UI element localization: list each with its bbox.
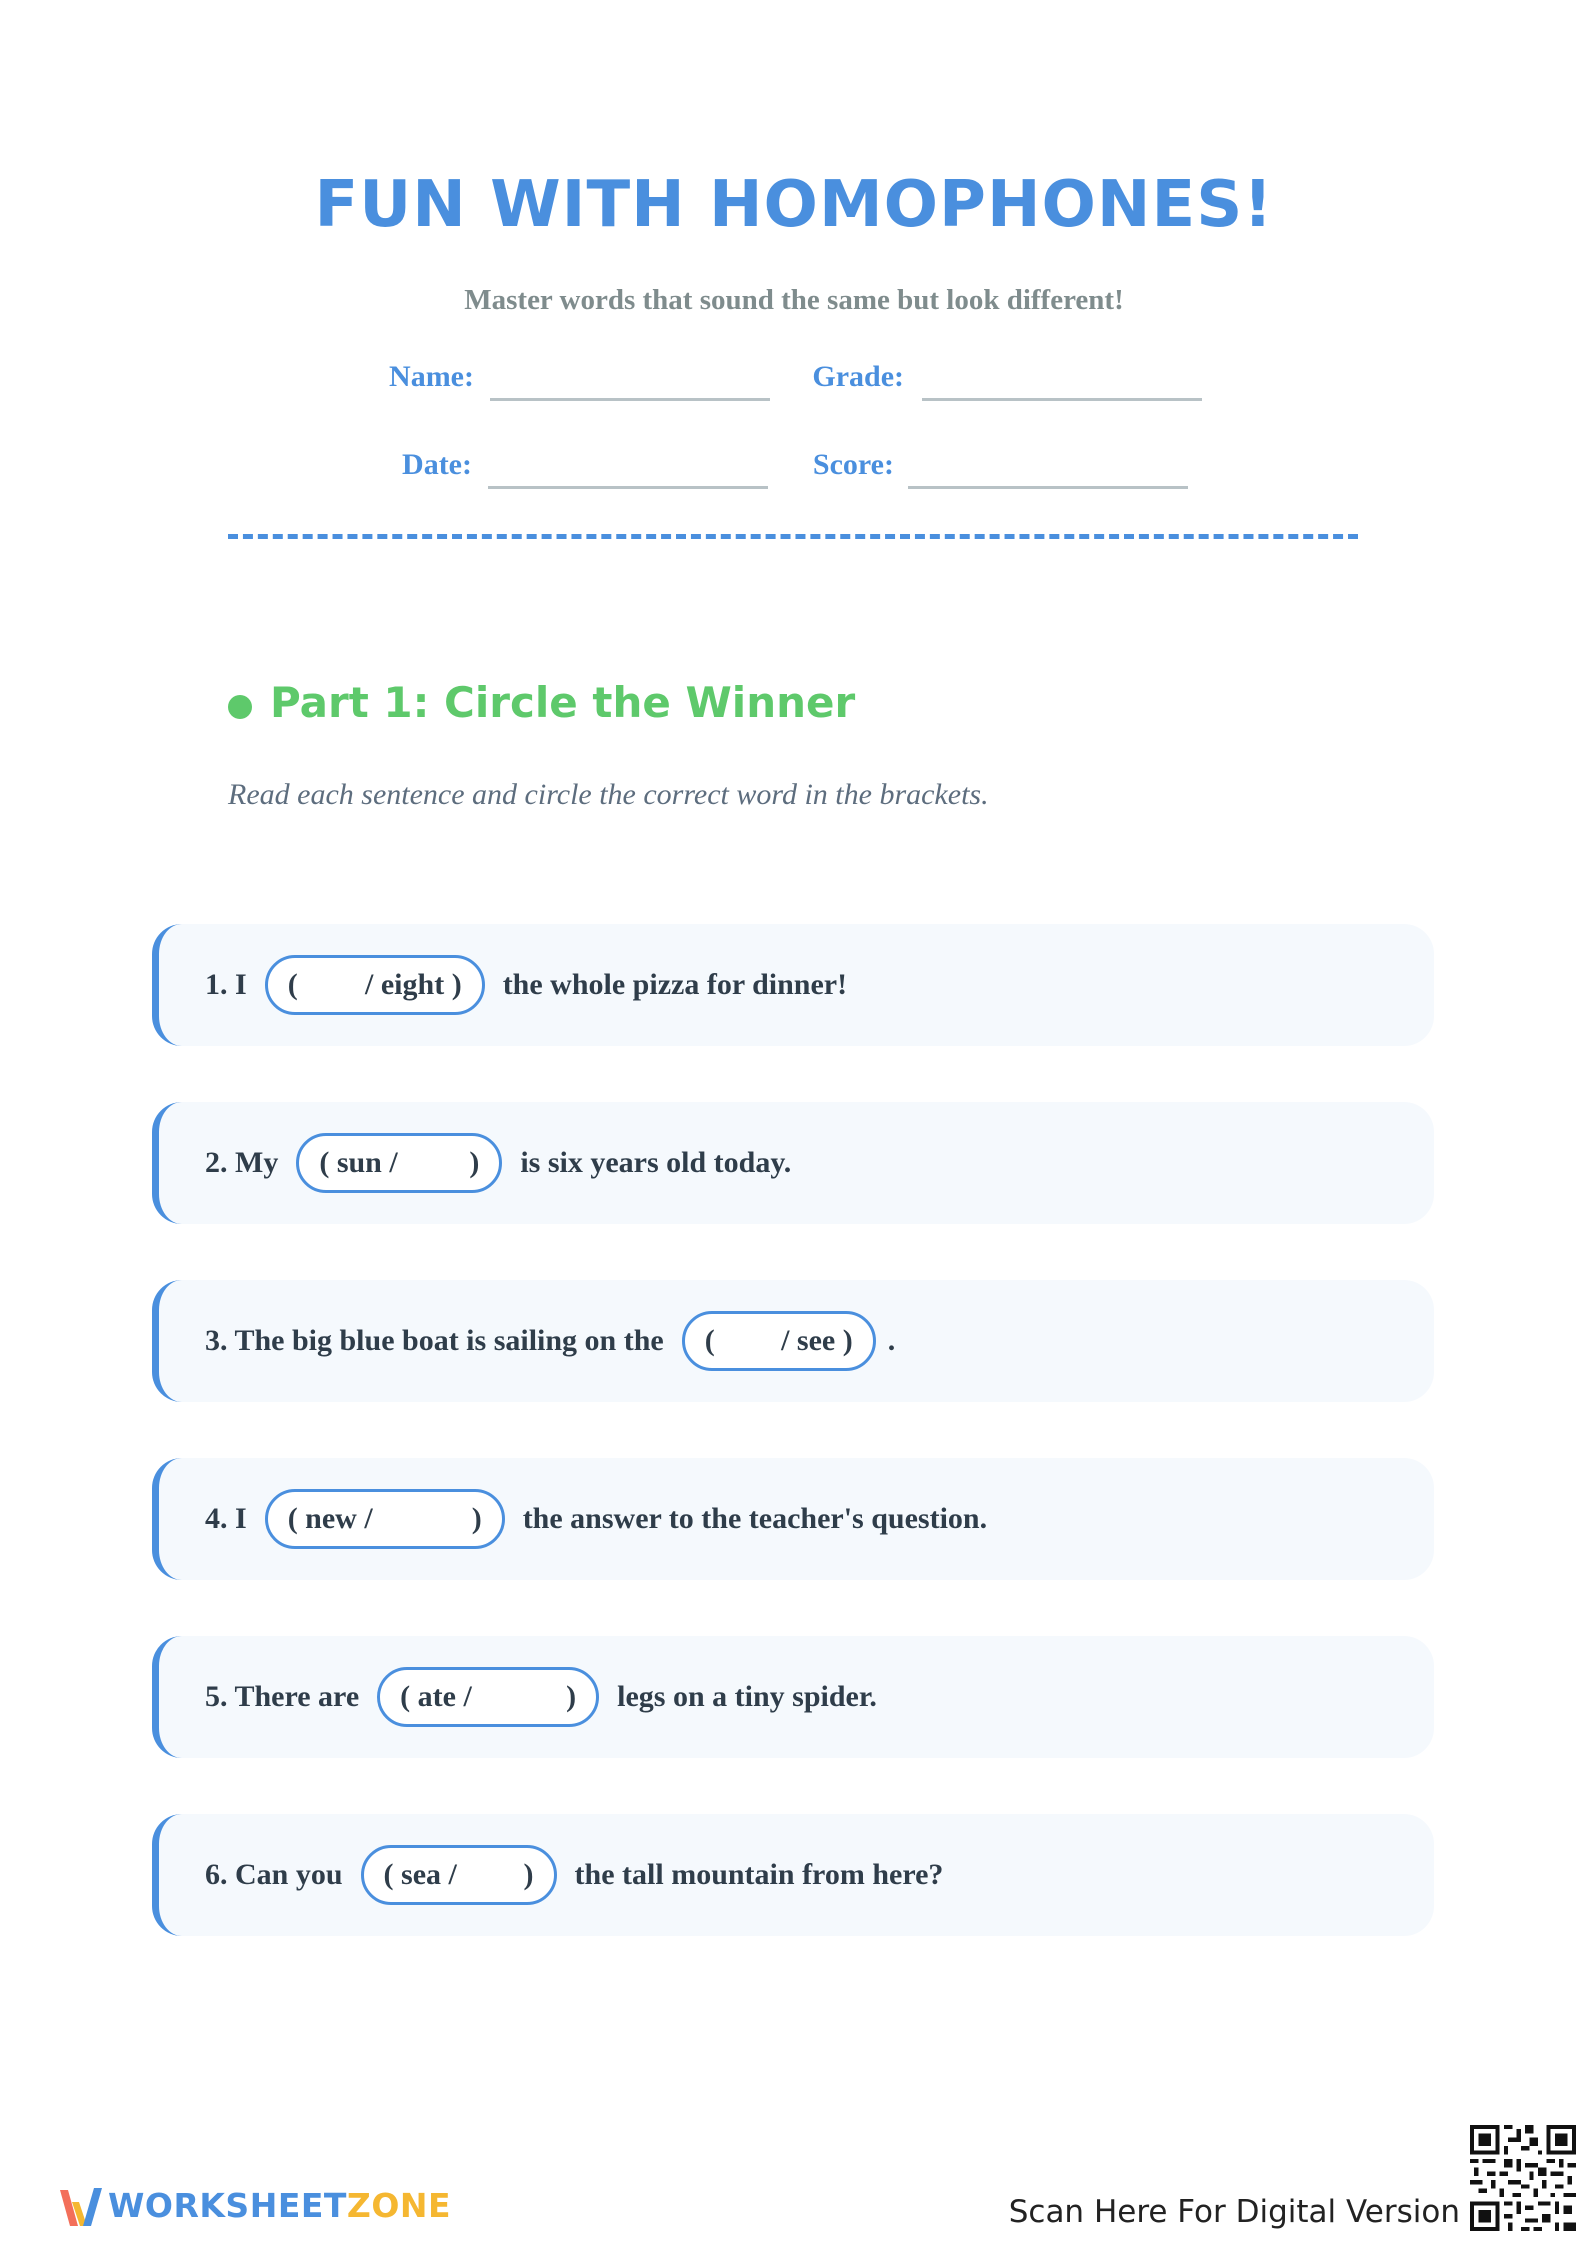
name-label: Name: <box>389 360 474 393</box>
date-field[interactable] <box>488 486 768 489</box>
qr-code-icon[interactable] <box>1470 2124 1576 2232</box>
score-field[interactable] <box>908 486 1188 489</box>
question-4-text-after: the answer to the teacher's question. <box>522 1502 988 1535</box>
question-2-choice-close: ) <box>469 1146 480 1179</box>
grade-label: Grade: <box>812 360 904 393</box>
question-1-choice-close: / eight ) <box>365 968 462 1001</box>
question-3-choice-open: ( <box>704 1324 715 1357</box>
question-3-text-before: 3. The big blue boat is sailing on the <box>205 1324 664 1357</box>
question-4 <box>152 1458 1434 1580</box>
brand-name-part1: WORKSHEET <box>108 2186 347 2225</box>
question-4-choice-pill[interactable] <box>265 1489 505 1549</box>
question-2-choice-open: ( sun / <box>319 1146 398 1179</box>
score-label: Score: <box>812 448 894 481</box>
section-divider <box>228 534 1358 539</box>
part1-instruction: Read each sentence and circle the correct word in the brackets. <box>228 778 989 811</box>
question-4-choice-close: ) <box>471 1502 482 1535</box>
worksheetzone-logo-icon <box>56 2182 104 2232</box>
name-field[interactable] <box>490 398 770 401</box>
question-6-text-after: the tall mountain from here? <box>574 1858 944 1891</box>
question-6-choice-close: ) <box>523 1858 534 1891</box>
question-5-text-before: 5. There are <box>205 1680 360 1713</box>
question-1-choice-pill[interactable] <box>265 955 485 1015</box>
question-5-choice-close: ) <box>566 1680 577 1713</box>
bullet-icon <box>228 695 252 719</box>
question-6-choice-open: ( sea / <box>383 1858 457 1891</box>
brand-name <box>108 2186 451 2225</box>
date-label: Date: <box>402 448 472 481</box>
question-1-text-before: 1. I <box>205 968 247 1001</box>
question-5-text-after: legs on a tiny spider. <box>617 1680 877 1713</box>
question-2-text-after: is six years old today. <box>520 1146 792 1179</box>
question-1-text-after: the whole pizza for dinner! <box>502 968 848 1001</box>
question-4-text-before: 4. I <box>205 1502 247 1535</box>
worksheet-subtitle: Master words that sound the same but look different! <box>464 284 1124 316</box>
question-4-choice-open: ( new / <box>287 1502 373 1535</box>
question-1-choice-open: ( <box>287 968 298 1001</box>
grade-field[interactable] <box>922 398 1202 401</box>
brand-name-part2: ZONE <box>346 2186 452 2225</box>
question-3 <box>152 1280 1434 1402</box>
question-5-choice-pill[interactable] <box>377 1667 599 1727</box>
question-5 <box>152 1636 1434 1758</box>
scan-here-text: Scan Here For Digital Version <box>1008 2194 1460 2230</box>
question-3-text-after: . <box>887 1324 896 1357</box>
question-5-choice-open: ( ate / <box>400 1680 472 1713</box>
question-6 <box>152 1814 1434 1936</box>
question-2-text-before: 2. My <box>205 1146 279 1179</box>
question-3-choice-pill[interactable] <box>682 1311 876 1371</box>
question-2-choice-pill[interactable] <box>296 1133 502 1193</box>
part1-title: Part 1: Circle the Winner <box>270 678 856 727</box>
question-2 <box>152 1102 1434 1224</box>
question-3-choice-close: / see ) <box>781 1324 853 1357</box>
worksheet-title: FUN WITH HOMOPHONES! <box>314 168 1274 242</box>
question-1 <box>152 924 1434 1046</box>
question-6-choice-pill[interactable] <box>361 1845 557 1905</box>
question-6-text-before: 6. Can you <box>205 1858 343 1891</box>
